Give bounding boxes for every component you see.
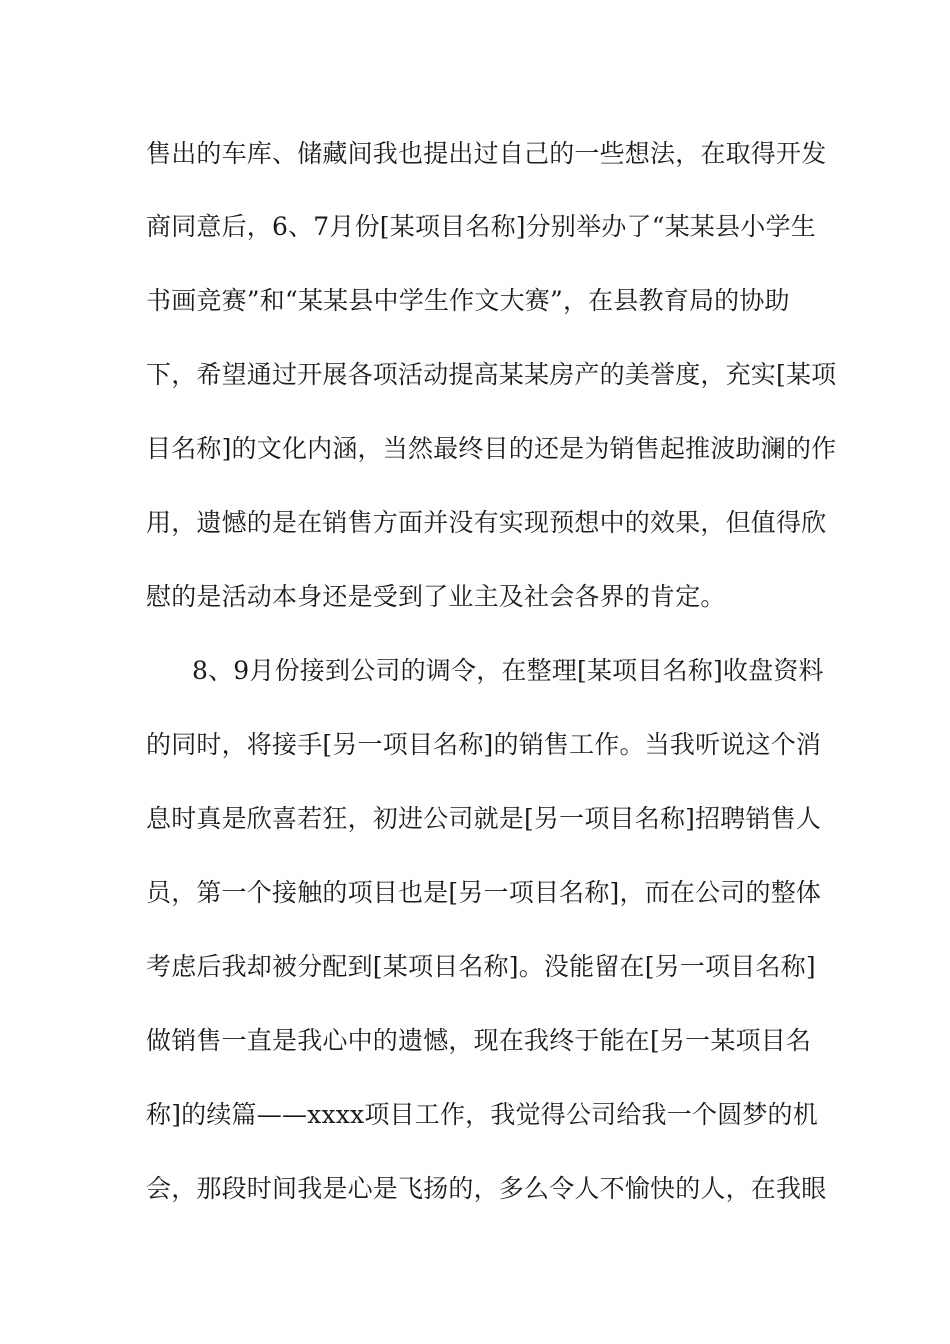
text-line: 的同时，将接手[另一项目名称]的销售工作。当我听说这个消 xyxy=(146,730,822,759)
text-line: 考虑后我却被分配到[某项目名称]。没能留在[另一项目名称] xyxy=(146,952,816,981)
text-line: 商同意后，6、7月份[某项目名称]分别举办了“某某县小学生 xyxy=(146,212,816,241)
text-line: 慰的是活动本身还是受到了业主及社会各界的肯定。 xyxy=(146,582,726,611)
paragraph-start-line: 8、9月份接到公司的调令，在整理[某项目名称]收盘资料 xyxy=(192,656,824,685)
text-line: 下，希望通过开展各项活动提高某某房产的美誉度，充实[某项 xyxy=(146,360,837,389)
text-line: 称]的续篇——xxxx项目工作，我觉得公司给我一个圆梦的机 xyxy=(146,1100,818,1129)
text-line: 做销售一直是我心中的遗憾，现在我终于能在[另一某项目名 xyxy=(146,1026,812,1055)
text-line: 会，那段时间我是心是飞扬的，多么令人不愉快的人，在我眼 xyxy=(146,1174,827,1203)
text-line: 书画竞赛”和“某某县中学生作文大赛”，在县教育局的协助 xyxy=(146,286,790,315)
text-line: 息时真是欣喜若狂，初进公司就是[另一项目名称]招聘销售人 xyxy=(146,804,822,833)
text-line: 售出的车库、储藏间我也提出过自己的一些想法，在取得开发 xyxy=(146,139,827,168)
text-line: 用，遗憾的是在销售方面并没有实现预想中的效果，但值得欣 xyxy=(146,508,827,537)
text-line: 员，第一个接触的项目也是[另一项目名称]，而在公司的整体 xyxy=(146,878,822,907)
text-line: 目名称]的文化内涵，当然最终目的还是为销售起推波助澜的作 xyxy=(146,434,837,463)
